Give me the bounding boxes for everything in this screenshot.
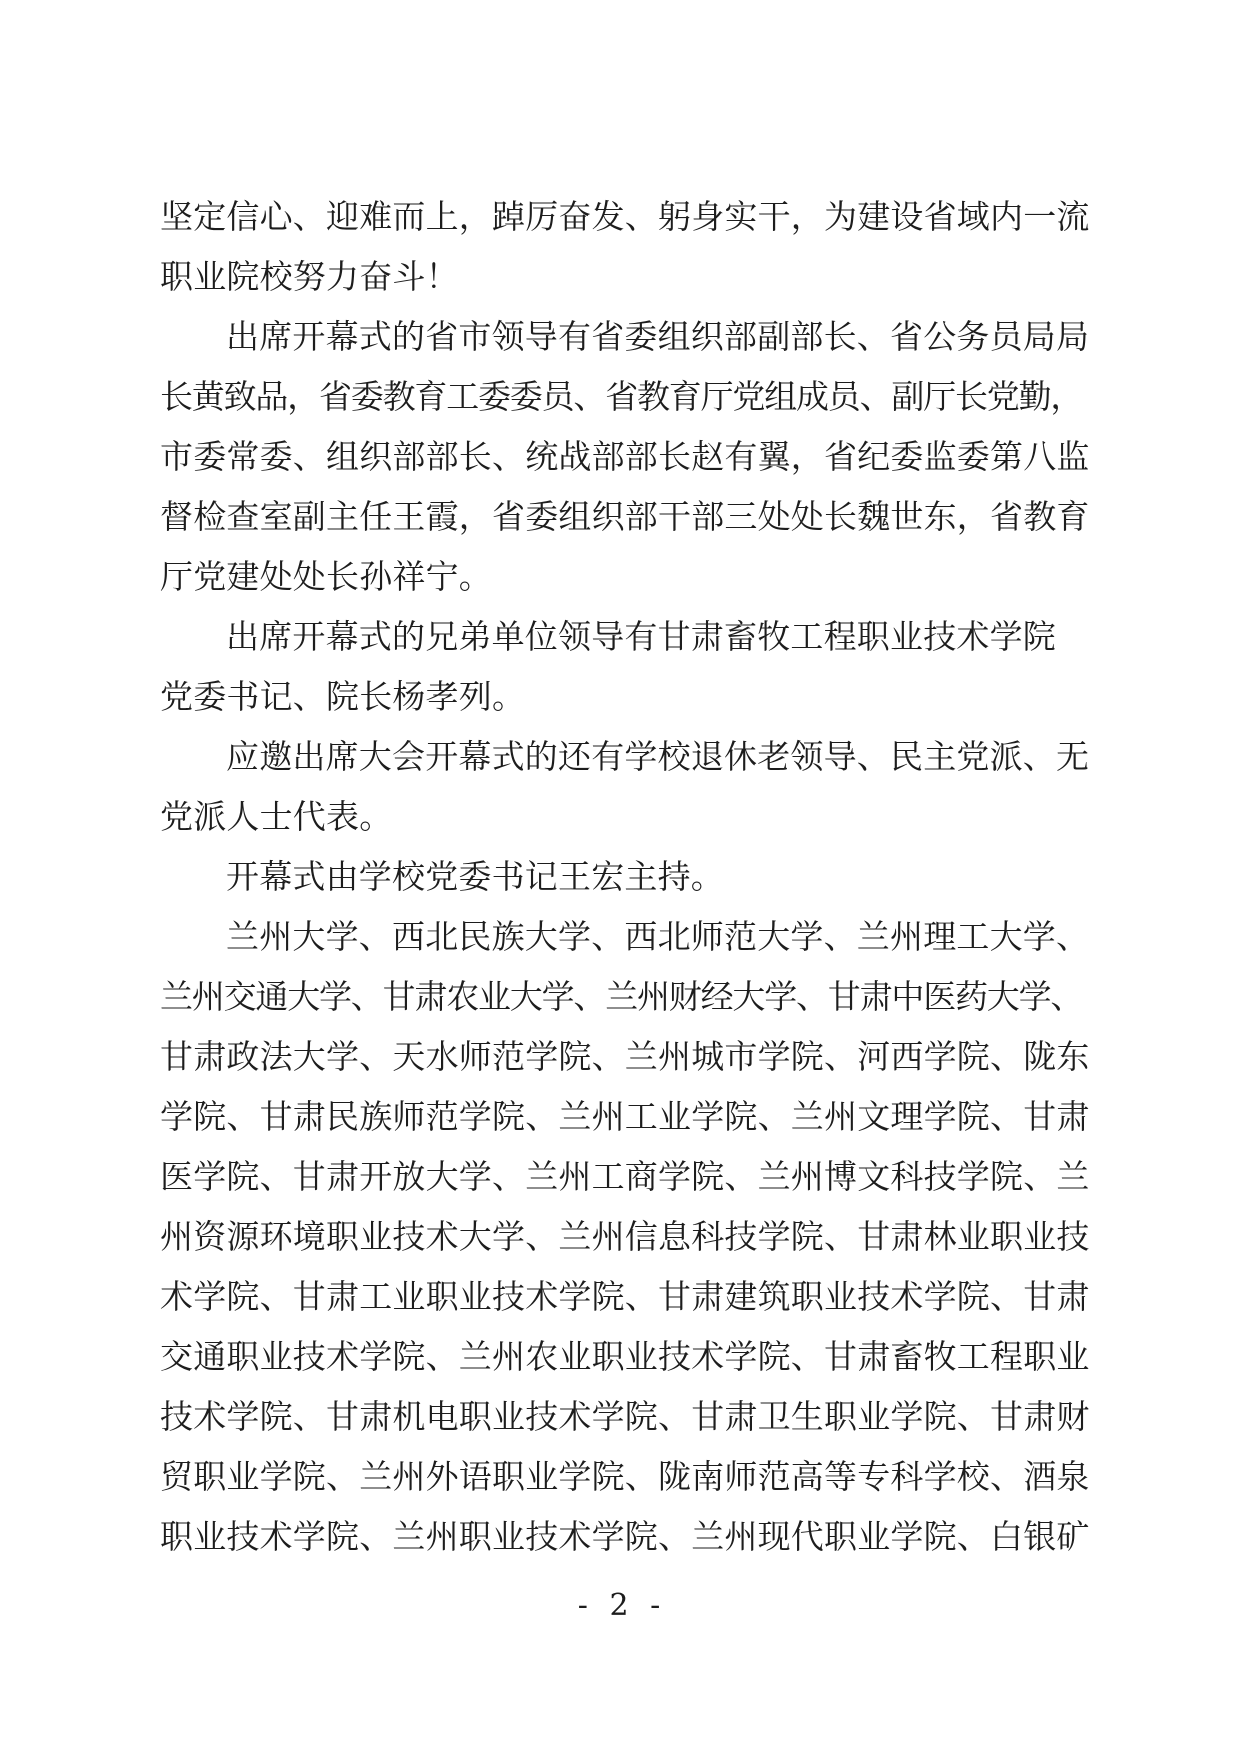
text-line: 技术学院、甘肃机电职业技术学院、甘肃卫生职业学院、甘肃财 bbox=[160, 1400, 1090, 1436]
text-line: 市委常委、组织部部长、统战部部长赵有翼，省纪委监委第八监 bbox=[160, 440, 1090, 476]
text-line: 厅党建处处长孙祥宁。 bbox=[160, 560, 492, 596]
text-line: 出席开幕式的兄弟单位领导有甘肃畜牧工程职业技术学院 bbox=[226, 620, 1056, 656]
text-line: 医学院、甘肃开放大学、兰州工商学院、兰州博文科技学院、兰 bbox=[160, 1160, 1090, 1196]
text-line: 兰州大学、西北民族大学、西北师范大学、兰州理工大学、 bbox=[226, 920, 1090, 956]
text-line: 党委书记、院长杨孝列。 bbox=[160, 680, 526, 716]
text-line: 术学院、甘肃工业职业技术学院、甘肃建筑职业技术学院、甘肃 bbox=[160, 1280, 1090, 1316]
page-number: - 2 - bbox=[577, 1588, 663, 1623]
text-line: 州资源环境职业技术大学、兰州信息科技学院、甘肃林业职业技 bbox=[160, 1220, 1090, 1256]
document-body bbox=[160, 188, 1106, 1568]
text-line: 甘肃政法大学、天水师范学院、兰州城市学院、河西学院、陇东 bbox=[160, 1040, 1090, 1076]
text-line: 交通职业技术学院、兰州农业职业技术学院、甘肃畜牧工程职业 bbox=[160, 1340, 1090, 1376]
text-line: 贸职业学院、兰州外语职业学院、陇南师范高等专科学校、酒泉 bbox=[160, 1460, 1090, 1496]
text-line: 坚定信心、迎难而上，踔厉奋发、躬身实干，为建设省域内一流 bbox=[160, 200, 1090, 236]
text-line: 应邀出席大会开幕式的还有学校退休老领导、民主党派、无 bbox=[226, 740, 1090, 776]
text-line: 兰州交通大学、甘肃农业大学、兰州财经大学、甘肃中医药大学、 bbox=[160, 980, 1083, 1016]
text-line: 出席开幕式的省市领导有省委组织部副部长、省公务员局局 bbox=[226, 320, 1090, 356]
text-line: 学院、甘肃民族师范学院、兰州工业学院、兰州文理学院、甘肃 bbox=[160, 1100, 1090, 1136]
text-line: 督检查室副主任王霞，省委组织部干部三处处长魏世东，省教育 bbox=[160, 500, 1090, 536]
page-footer bbox=[0, 1588, 1240, 1623]
text-line: 职业技术学院、兰州职业技术学院、兰州现代职业学院、白银矿 bbox=[160, 1520, 1090, 1556]
text-line: 长黄致品，省委教育工委委员、省教育厅党组成员、副厅长党勤， bbox=[160, 380, 1083, 416]
text-line: 职业院校努力奋斗！ bbox=[160, 260, 459, 296]
text-line: 开幕式由学校党委书记王宏主持。 bbox=[226, 860, 724, 896]
text-line: 党派人士代表。 bbox=[160, 800, 393, 836]
